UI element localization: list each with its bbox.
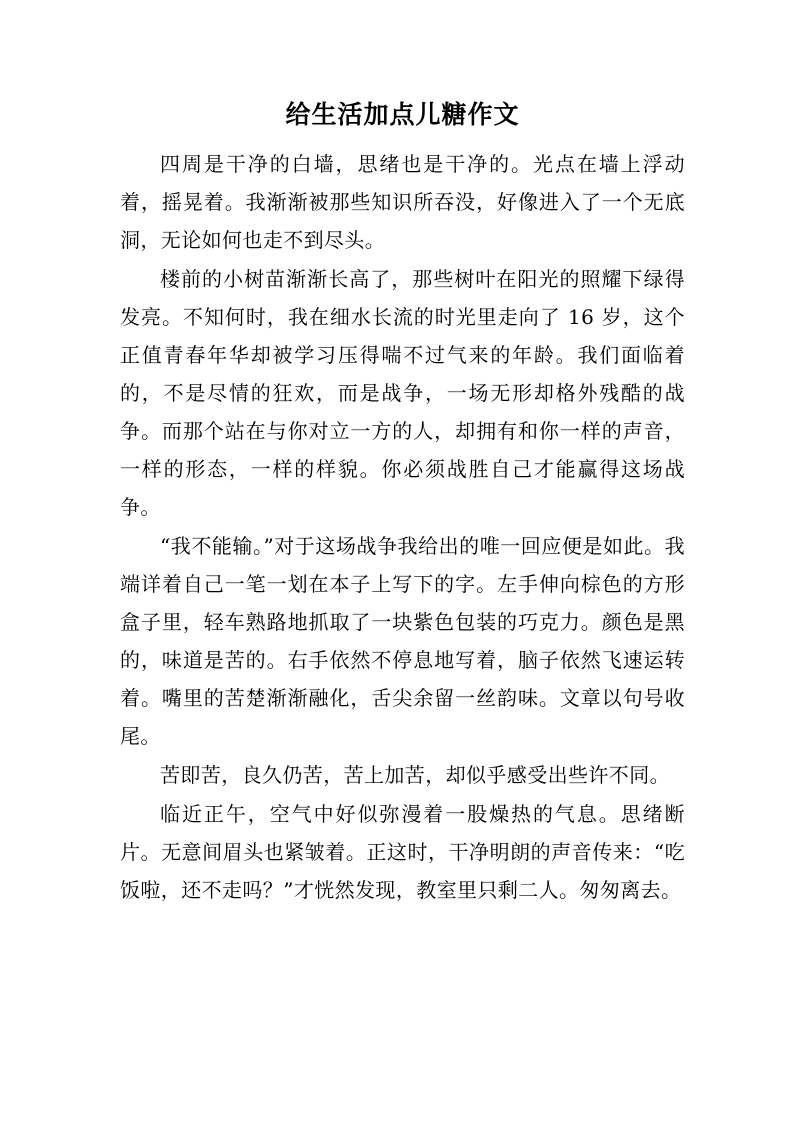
paragraph-3: “我不能输。”对于这场战争我给出的唯一回应便是如此。我端详着自己一笔一划在本子上写下的字。左手伸向棕色的方形盒子里，轻车熟路地抓取了一块紫色包装的巧克力。颜色是黑的，味道是苦的。右手依然不停息地写着，脑子依然飞速运转着。嘴里的苦楚渐渐融化，舌尖余留一丝韵味。文章以句号收尾。 [120,534,685,748]
document-title: 给生活加点儿糖作文 [285,100,520,129]
paragraph-1: 四周是干净的白墙，思绪也是干净的。光点在墙上浮动着，摇晃着。我渐渐被那些知识所吞没，好像进入了一个无底洞，无论如何也走不到尽头。 [120,152,685,252]
document-page [120,95,685,910]
paragraph-5: 临近正午，空气中好似弥漫着一股燥热的气息。思绪断片。无意间眉头也紧皱着。正这时，干净明朗的声音传来：“吃饭啦，还不走吗？”才恍然发现，教室里只剩二人。匆匆离去。 [120,802,685,902]
paragraph-4: 苦即苦，良久仍苦，苦上加苦，却似乎感受出些许不同。 [160,763,670,787]
paragraph-2: 楼前的小树苗渐渐长高了，那些树叶在阳光的照耀下绿得发亮。不知何时，我在细水长流的时光里走向了 16 岁，这个正值青春年华却被学习压得喘不过气来的年龄。我们面临着的，不是尽情的狂欢，而是战争，一场无形却格外残酷的战争。而那个站在与你对立一方的人，却拥有和你一样的声音，一样的形态，一样的样貌。你必须战胜自己才能赢得这场战争。 [120,267,685,519]
